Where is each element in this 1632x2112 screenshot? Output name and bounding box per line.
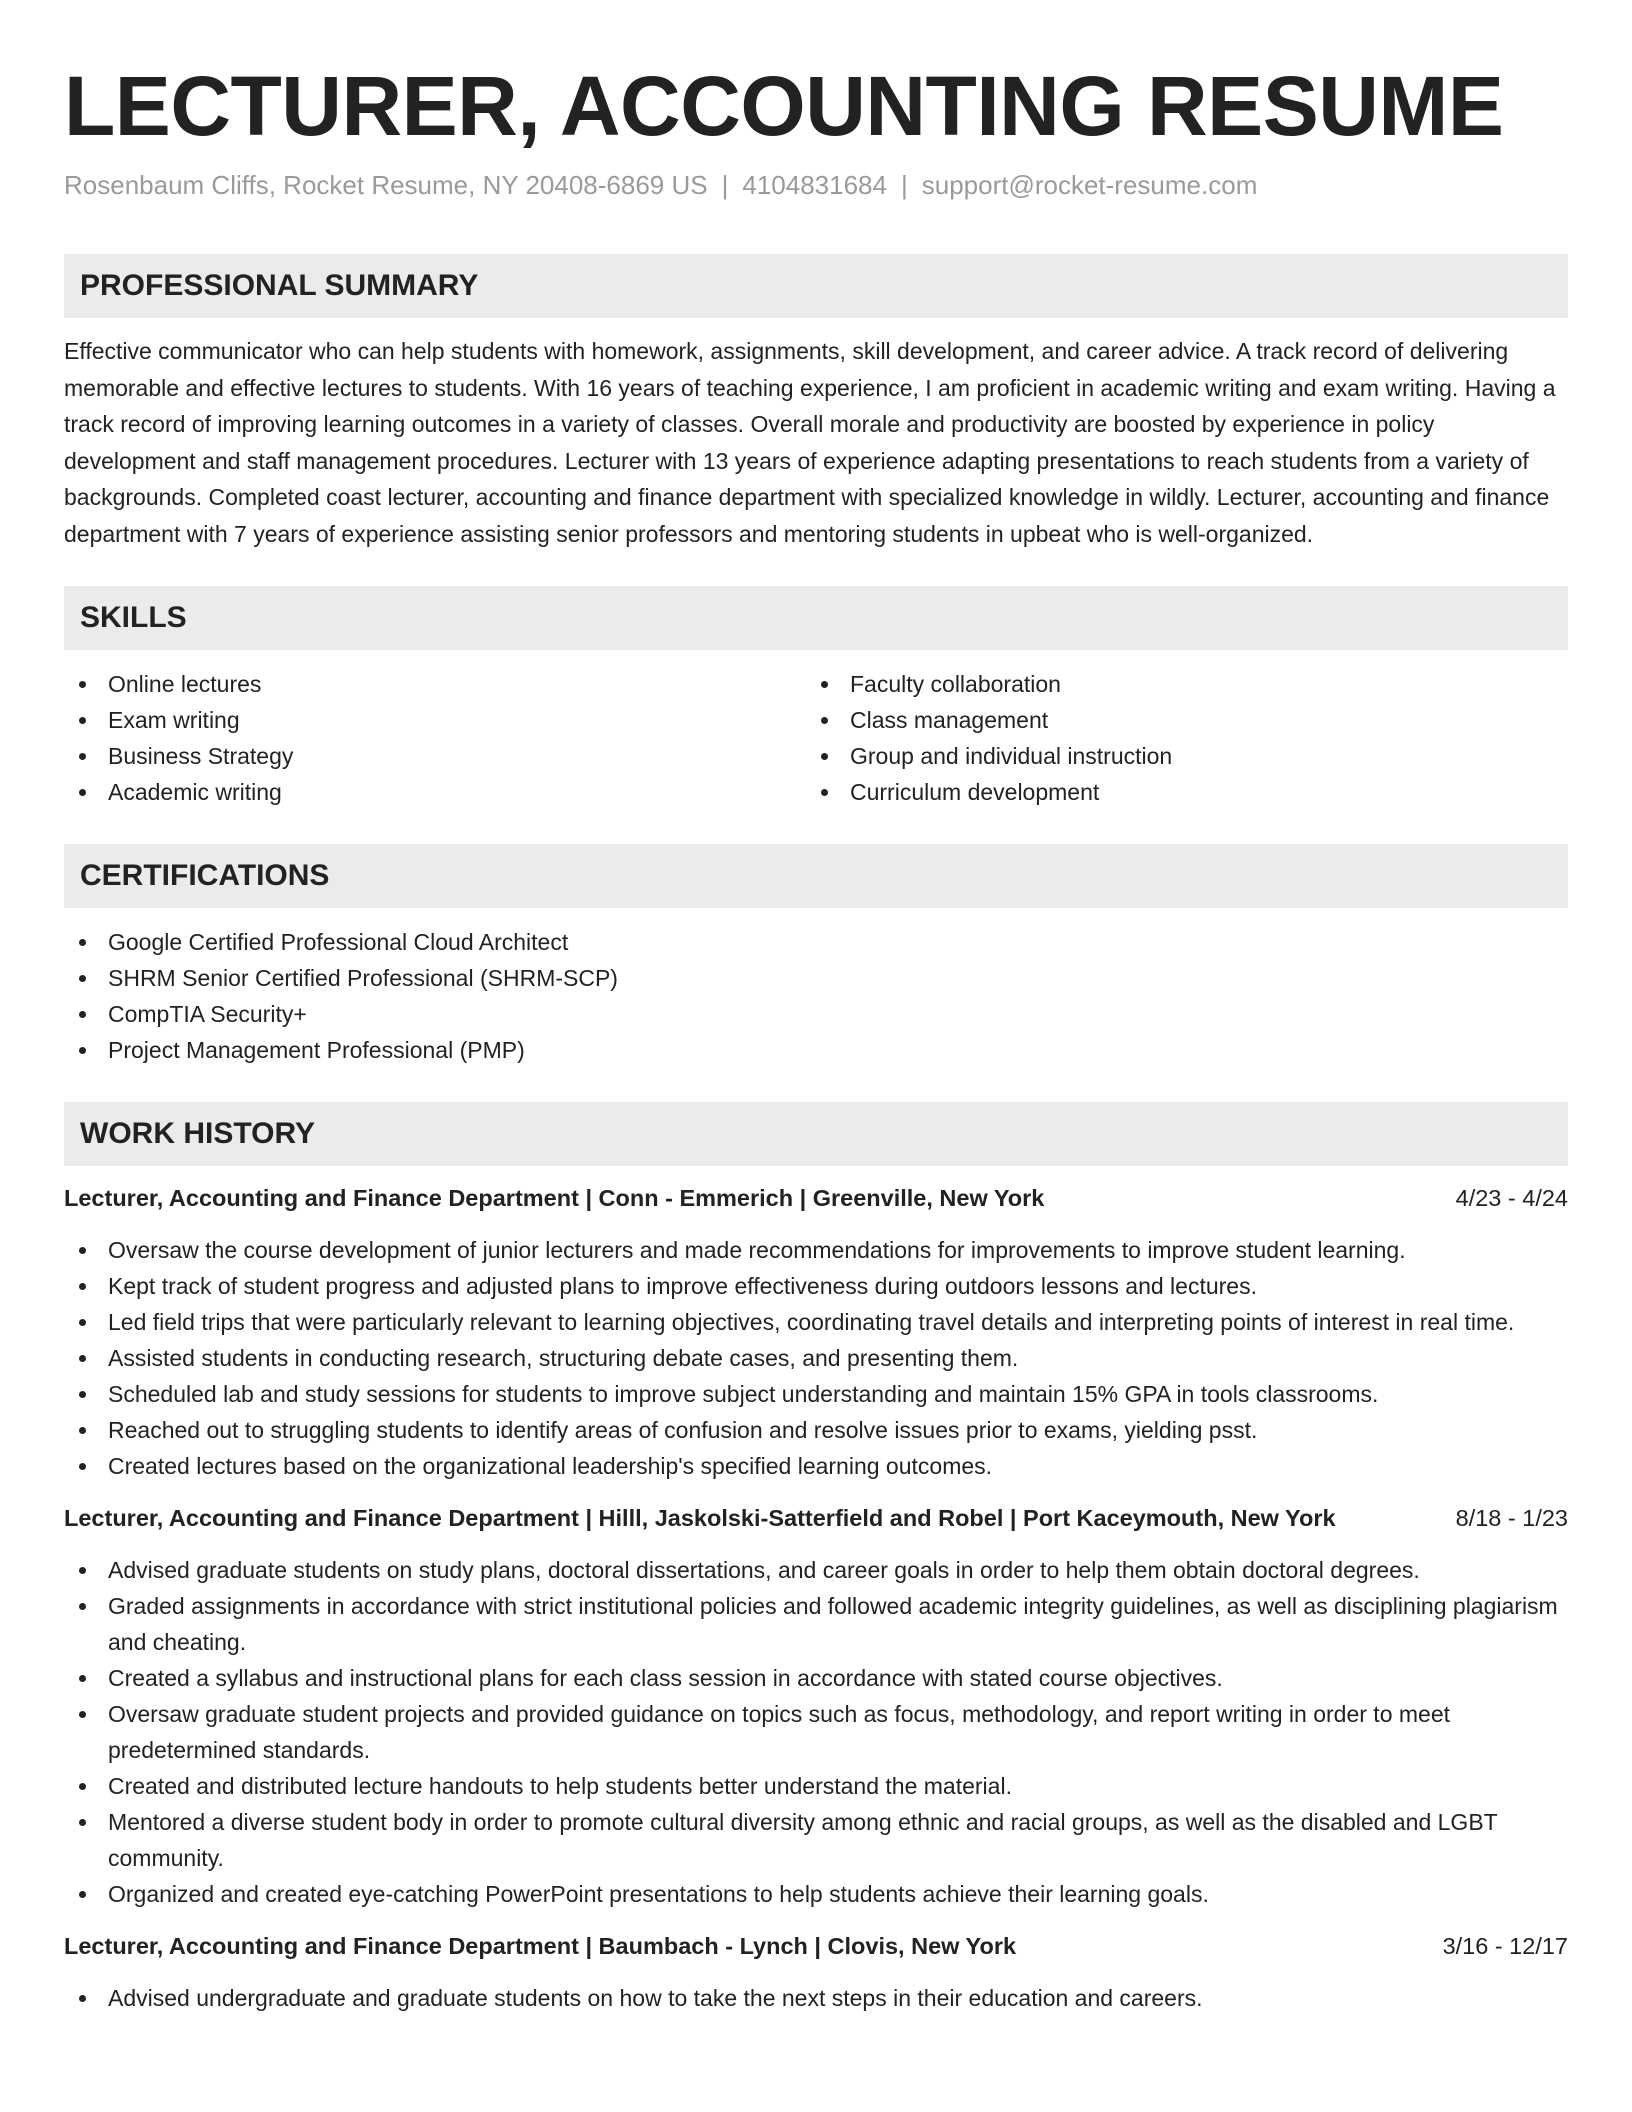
skills-grid [64,666,1568,810]
skill-item: Online lectures [64,666,806,702]
job-bullet: Advised graduate students on study plans, doctoral dissertations, and career goals in order to help them obtain doctoral degrees. [64,1552,1568,1588]
skills-column-right [806,666,1548,810]
skill-item: Academic writing [64,774,806,810]
contact-email: support@rocket-resume.com [921,170,1258,200]
job-bullet: Mentored a diverse student body in order to promote cultural diversity among ethnic and racial groups, as well as the disabled and LGBT community. [64,1804,1568,1876]
job-bullet: Kept track of student progress and adjusted plans to improve effectiveness during outdoors lessons and lectures. [64,1268,1568,1304]
certification-item: Google Certified Professional Cloud Architect [64,924,1568,960]
summary-text: Effective communicator who can help students with homework, assignments, skill development, and career advice. A track record of delivering memorable and effective lectures to students. With 16 years of teaching experience, I am proficient in academic writing and exam writing. Having a track record of improving learning outcomes in a variety of classes. Overall morale and productivity are boosted by experience in policy development and staff management procedures. Lecturer with 13 years of experience adapting presentations to reach students from a variety of backgrounds. Completed coast lecturer, accounting and finance department with specialized knowledge in wildly. Lecturer, accounting and finance department with 7 years of experience assisting senior professors and mentoring students in upbeat who is well-organized. [64,338,1556,547]
section-header-certifications: CERTIFICATIONS [64,844,1568,908]
job-bullet: Led field trips that were particularly relevant to learning objectives, coordinating travel details and interpreting points of interest in real time. [64,1304,1568,1340]
job-entry [64,1180,1568,1484]
resume-page [64,0,1568,2016]
job-title: Lecturer, Accounting and Finance Department | Hilll, Jaskolski-Satterfield and Robel | Port Kaceymouth, New York [64,1505,1336,1531]
contact-address: Rosenbaum Cliffs, Rocket Resume, NY 20408-6869 US [64,170,708,200]
certification-list [64,924,1568,1068]
contact-separator: | [900,170,908,200]
certification-item: CompTIA Security+ [64,996,1568,1032]
job-bullet: Oversaw graduate student projects and provided guidance on topics such as focus, methodology, and report writing in order to meet predetermined standards. [64,1696,1568,1768]
contact-separator: | [721,170,729,200]
contact-phone: 4104831684 [742,170,887,200]
skill-item: Business Strategy [64,738,806,774]
job-bullet: Assisted students in conducting research, structuring debate cases, and presenting them. [64,1340,1568,1376]
skill-item: Group and individual instruction [806,738,1548,774]
job-bullet: Reached out to struggling students to identify areas of confusion and resolve issues prior to exams, yielding psst. [64,1412,1568,1448]
skill-item: Faculty collaboration [806,666,1548,702]
job-bullet-list [64,1232,1568,1484]
job-title: Lecturer, Accounting and Finance Department | Baumbach - Lynch | Clovis, New York [64,1933,1017,1959]
job-bullet: Organized and created eye-catching PowerPoint presentations to help students achieve their learning goals. [64,1876,1568,1912]
job-header [64,1180,1568,1216]
job-entry [64,1500,1568,1912]
job-header [64,1500,1568,1536]
job-bullet: Graded assignments in accordance with strict institutional policies and followed academic integrity guidelines, as well as disciplining plagiarism and cheating. [64,1588,1568,1660]
skill-item: Class management [806,702,1548,738]
job-dates: 3/16 - 12/17 [1442,1933,1568,1959]
job-dates: 4/23 - 4/24 [1455,1185,1568,1211]
job-bullet-list [64,1552,1568,1912]
job-bullet: Created lectures based on the organizational leadership's specified learning outcomes. [64,1448,1568,1484]
job-bullet: Created a syllabus and instructional plans for each class session in accordance with stated course objectives. [64,1660,1568,1696]
skill-item: Curriculum development [806,774,1548,810]
job-bullet-list [64,1980,1568,2016]
job-header [64,1928,1568,1964]
job-dates: 8/18 - 1/23 [1455,1505,1568,1531]
certification-item: Project Management Professional (PMP) [64,1032,1568,1068]
resume-title: LECTURER, ACCOUNTING RESUME [64,59,1504,153]
job-entry [64,1928,1568,2016]
job-bullet: Created and distributed lecture handouts to help students better understand the material. [64,1768,1568,1804]
skills-column-left [64,666,806,810]
certification-item: SHRM Senior Certified Professional (SHRM-SCP) [64,960,1568,996]
job-title: Lecturer, Accounting and Finance Department | Conn - Emmerich | Greenville, New York [64,1185,1045,1211]
job-bullet: Scheduled lab and study sessions for students to improve subject understanding and maintain 15% GPA in tools classrooms. [64,1376,1568,1412]
job-bullet: Oversaw the course development of junior lecturers and made recommendations for improvements to improve student learning. [64,1232,1568,1268]
section-header-skills: SKILLS [64,586,1568,650]
skill-item: Exam writing [64,702,806,738]
section-header-work-history: WORK HISTORY [64,1102,1568,1166]
section-header-summary: PROFESSIONAL SUMMARY [64,254,1568,318]
contact-line [64,168,1568,202]
job-bullet: Advised undergraduate and graduate students on how to take the next steps in their education and careers. [64,1980,1568,2016]
